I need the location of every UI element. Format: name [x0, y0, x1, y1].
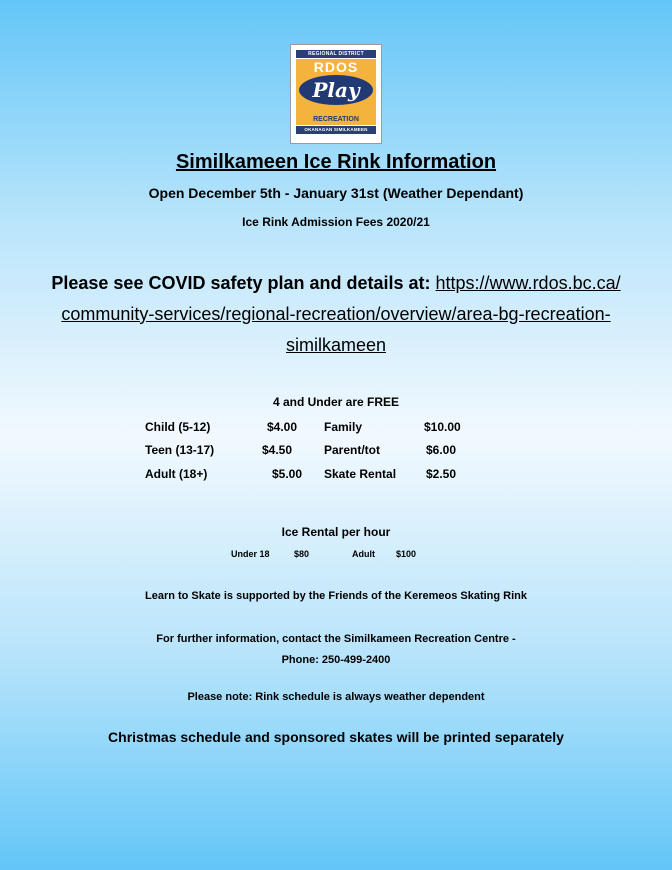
fee-label-parent-tot: Parent/tot — [324, 443, 381, 457]
fee-price-parent-tot: $6.00 — [426, 443, 457, 457]
logo-regional-district: REGIONAL DISTRICT — [296, 50, 376, 58]
covid-lead-text: Please see COVID safety plan and details at: — [51, 273, 436, 293]
contact-phone: Phone: 250-499-2400 — [281, 654, 391, 666]
rental-adult-price: $100 — [396, 549, 417, 559]
weather-note: Please note: Rink schedule is always weather dependent — [187, 691, 485, 703]
fee-price-adult: $5.00 — [272, 467, 303, 481]
fee-label-adult: Adult (18+) — [145, 467, 208, 481]
fee-label-family: Family — [324, 420, 363, 434]
christmas-schedule-note: Christmas schedule and sponsored skates will be printed separately — [108, 729, 564, 745]
contact-info: For further information, contact the Similkameen Recreation Centre - — [156, 633, 516, 645]
rental-adult-label: Adult — [352, 549, 375, 559]
fee-price-skate-rental: $2.50 — [426, 467, 457, 481]
covid-link-part2[interactable]: community-services/regional-recreation/overview/area-bg-recreation- — [61, 304, 611, 324]
learn-to-skate-note: Learn to Skate is supported by the Friends of the Keremeos Skating Rink — [144, 590, 528, 602]
ice-rental-heading: Ice Rental per hour — [281, 525, 391, 539]
covid-link-part1[interactable]: https://www.rdos.bc.ca/ — [435, 273, 621, 293]
rental-under18-price: $80 — [294, 549, 310, 559]
free-admission-note: 4 and Under are FREE — [272, 395, 400, 409]
fee-price-child: $4.00 — [267, 420, 298, 434]
admission-fees-heading: Ice Rink Admission Fees 2020/21 — [242, 215, 430, 229]
covid-notice — [36, 268, 636, 361]
logo-rdos: RDOS — [313, 59, 359, 75]
fee-price-teen: $4.50 — [262, 443, 293, 457]
page-title: Similkameen Ice Rink Information — [175, 151, 497, 173]
logo-region: OKANAGAN SIMILKAMEEN — [296, 126, 376, 134]
rental-under18-label: Under 18 — [231, 549, 270, 559]
fee-label-skate-rental: Skate Rental — [324, 467, 397, 481]
season-dates: Open December 5th - January 31st (Weather Dependant) — [148, 185, 524, 201]
fee-label-child: Child (5-12) — [145, 420, 211, 434]
logo-recreation: RECREATION — [296, 115, 376, 125]
fee-label-teen: Teen (13-17) — [145, 443, 215, 457]
rdos-play-logo — [290, 44, 382, 144]
logo-play: Play — [299, 75, 373, 105]
fee-price-family: $10.00 — [424, 420, 461, 434]
covid-link-part3[interactable]: similkameen — [285, 335, 387, 355]
